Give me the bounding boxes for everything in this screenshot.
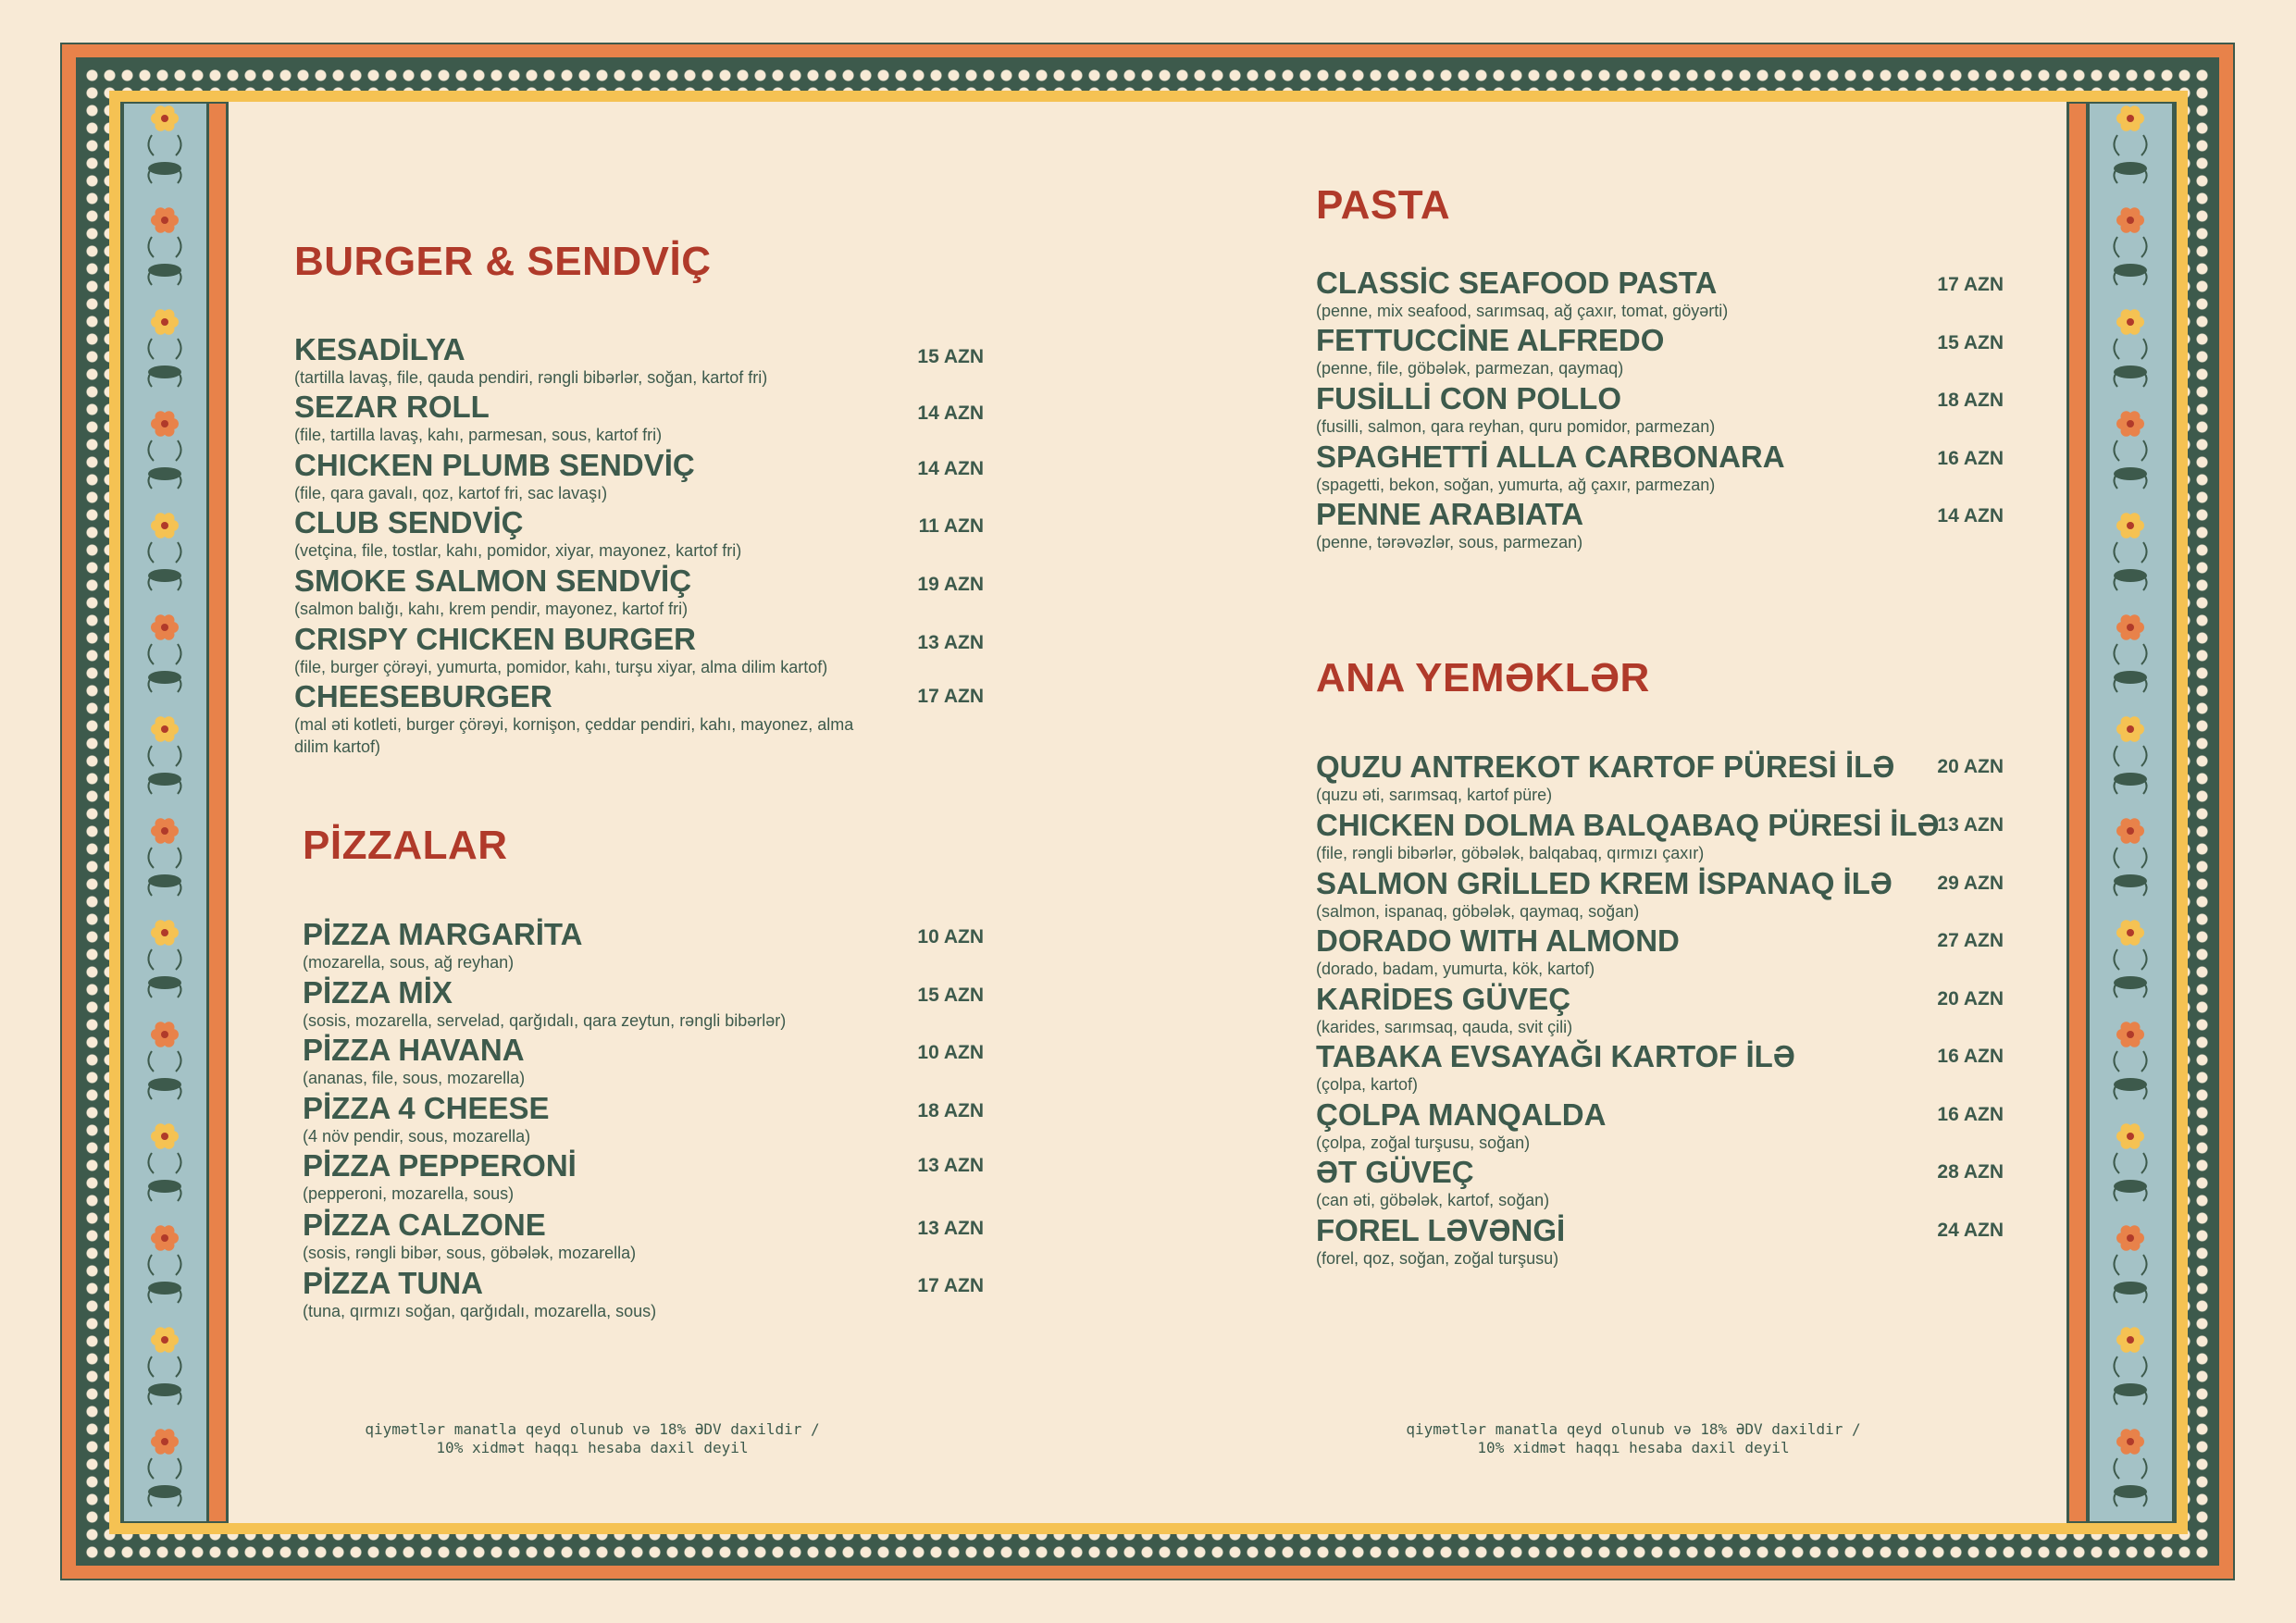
item-name: CHICKEN DOLMA BALQABAQ PÜRESİ İLƏ [1316, 808, 1940, 842]
menu-item [1316, 1156, 1549, 1211]
orange-band-left [209, 104, 226, 1521]
item-price: 14 AZN [917, 458, 984, 479]
item-price: 13 AZN [917, 1218, 984, 1239]
leaf-icon [148, 264, 181, 277]
item-desc: (sosis, mozarella, servelad, qarğıdalı, qara zeytun, rəngli bibərlər) [303, 1011, 787, 1030]
item-price: 15 AZN [917, 346, 984, 367]
leaf-icon [2114, 1282, 2147, 1295]
menu-item [303, 1092, 550, 1147]
vine-ornament [148, 1051, 180, 1099]
item-desc: (karides, sarımsaq, qauda, svit çili) [1316, 1018, 1573, 1036]
flower-icon [151, 105, 179, 131]
menu-item [303, 1267, 656, 1322]
vine-ornament [2114, 135, 2146, 183]
leaf-icon [2114, 773, 2147, 786]
floral-strip-right [2088, 104, 2174, 1521]
item-desc: (tartilla lavaş, file, qauda pendiri, rəngli bibərlər, soğan, kartof fri) [294, 368, 768, 387]
section-title-pasta: PASTA [1316, 182, 1451, 228]
section-title-pizza: PİZZALAR [303, 823, 508, 868]
item-desc: (can əti, göbələk, kartof, soğan) [1316, 1191, 1550, 1209]
item-price: 20 AZN [1937, 988, 2004, 1010]
price-note-right: qiymətlər manatla qeyd olunub və 18% ƏDV daxildir / 10% xidmət haqqı hesaba daxil deyil [1406, 1420, 1861, 1456]
item-name: FOREL LƏVƏNGİ [1316, 1213, 1566, 1247]
leaf-icon [2114, 162, 2147, 175]
item-price: 11 AZN [918, 515, 984, 537]
leaf-icon [148, 467, 181, 480]
leaf-icon [148, 874, 181, 887]
item-name: CLUB SENDVİÇ [294, 505, 524, 539]
flower-icon [2116, 1429, 2144, 1455]
item-name: TABAKA EVSAYAĞI KARTOF İLƏ [1316, 1039, 1795, 1073]
item-desc: (forel, qoz, soğan, zoğal turşusu) [1316, 1249, 1559, 1268]
item-price: 18 AZN [1937, 390, 2004, 411]
vine-ornament [148, 135, 180, 183]
menu-item [294, 449, 695, 504]
item-price: 13 AZN [1937, 814, 2004, 836]
menu-item [1316, 266, 1728, 322]
leaf-icon [2114, 467, 2147, 480]
item-desc: (file, burger çörəyi, yumurta, pomidor, kahı, turşu xiyar, alma dilim kartof) [294, 658, 828, 676]
flower-icon [2116, 1022, 2144, 1047]
item-name: CHICKEN PLUMB SENDVİÇ [294, 448, 695, 482]
flower-icon [2116, 614, 2144, 640]
menu-item [294, 564, 691, 620]
item-desc: (tuna, qırmızı soğan, qarğıdalı, mozarella, sous) [303, 1302, 657, 1320]
vine-ornament [148, 644, 180, 692]
leaf-icon [2114, 874, 2147, 887]
vine-ornament [148, 746, 180, 794]
item-price: 17 AZN [917, 686, 984, 707]
leaf-icon [148, 1383, 181, 1396]
leaf-icon [2114, 264, 2147, 277]
item-name: SMOKE SALMON SENDVİÇ [294, 564, 692, 598]
menu-item [1316, 750, 1894, 806]
leaf-icon [2114, 1180, 2147, 1193]
leaf-icon [2114, 671, 2147, 684]
leaf-icon [148, 162, 181, 175]
item-name: ÇOLPA MANQALDA [1316, 1097, 1607, 1132]
item-desc: (file, tartilla lavaş, kahı, parmesan, sous, kartof fri) [294, 426, 663, 444]
item-price: 13 AZN [917, 632, 984, 653]
item-desc: (pepperoni, mozarella, sous) [303, 1184, 515, 1203]
flower-icon [151, 411, 179, 437]
vine-ornament [2114, 440, 2146, 489]
item-name: SPAGHETTİ ALLA CARBONARA [1316, 440, 1785, 474]
menu-item [1316, 809, 1940, 864]
flower-icon [151, 1429, 179, 1455]
flower-icon [151, 207, 179, 233]
menu-item [1316, 924, 1680, 980]
item-desc: (çolpa, zoğal turşusu, soğan) [1316, 1134, 1531, 1152]
item-price: 20 AZN [1937, 756, 2004, 777]
item-name: PİZZA 4 CHEESE [303, 1091, 550, 1125]
item-desc: (fusilli, salmon, qara reyhan, quru pomidor, parmezan) [1316, 417, 1716, 436]
vine-ornament [2114, 848, 2146, 896]
flower-icon [151, 309, 179, 335]
flower-icon [151, 1225, 179, 1251]
item-desc: (penne, mix seafood, sarımsaq, ağ çaxır, tomat, göyərti) [1316, 302, 1729, 320]
item-desc: (çolpa, kartof) [1316, 1075, 1419, 1094]
menu-item [1316, 324, 1664, 379]
flower-icon [2116, 105, 2144, 131]
item-price: 19 AZN [917, 574, 984, 595]
item-name: KESADİLYA [294, 332, 465, 366]
price-note-left: qiymətlər manatla qeyd olunub və 18% ƏDV daxildir / 10% xidmət haqqı hesaba daxil deyil [365, 1420, 820, 1456]
vine-ornament [148, 1255, 180, 1303]
item-desc: (dorado, badam, yumurta, kök, kartof) [1316, 960, 1595, 978]
item-name: PİZZA PEPPERONİ [303, 1148, 577, 1183]
leaf-icon [148, 671, 181, 684]
vine-ornament [2114, 1458, 2146, 1506]
leaf-icon [2114, 1078, 2147, 1091]
flower-icon [151, 716, 179, 742]
item-desc: (sosis, rəngli bibər, sous, göbələk, mozarella) [303, 1244, 637, 1262]
vine-ornament [2114, 339, 2146, 387]
flower-icon [151, 614, 179, 640]
vine-ornament [148, 1357, 180, 1405]
vine-ornament [2114, 644, 2146, 692]
vine-ornament [2114, 1051, 2146, 1099]
item-price: 15 AZN [1937, 332, 2004, 353]
flower-icon [151, 1123, 179, 1149]
section-title-burger: BURGER & SENDVİÇ [294, 239, 712, 284]
leaf-icon [2114, 1485, 2147, 1498]
leaf-icon [2114, 976, 2147, 989]
vine-ornament [148, 848, 180, 896]
flower-icon [151, 1327, 179, 1353]
leaf-icon [148, 569, 181, 582]
flower-icon [151, 920, 179, 946]
item-price: 18 AZN [917, 1100, 984, 1121]
item-name: SALMON GRİLLED KREM İSPANAQ İLƏ [1316, 866, 1893, 900]
flower-icon [151, 1022, 179, 1047]
leaf-icon [148, 976, 181, 989]
menu-item [1316, 440, 1785, 496]
vine-ornament [148, 339, 180, 387]
item-desc: (file, qara gavalı, qoz, kartof fri, sac lavaşı) [294, 484, 608, 502]
vine-ornament [148, 949, 180, 997]
item-name: FUSİLLİ CON POLLO [1316, 381, 1621, 415]
orange-band-right [2069, 104, 2086, 1521]
vine-ornament [148, 1458, 180, 1506]
leaf-icon [148, 365, 181, 378]
item-price: 28 AZN [1937, 1161, 2004, 1183]
floral-strip-left [122, 104, 208, 1521]
vine-ornament [2114, 1357, 2146, 1405]
menu-item [1316, 1214, 1565, 1270]
menu-item [1316, 498, 1583, 553]
vine-ornament [148, 440, 180, 489]
item-desc: (salmon balığı, kahı, krem pendir, mayonez, kartof fri) [294, 600, 689, 618]
item-desc: (mal əti kotleti, burger çörəyi, kornişon, çeddar pendiri, kahı, mayonez, alma dilim kartof) [294, 715, 854, 756]
leaf-icon [148, 773, 181, 786]
leaf-icon [2114, 1383, 2147, 1396]
item-name: CLASSİC SEAFOOD PASTA [1316, 266, 1718, 300]
item-price: 14 AZN [1937, 505, 2004, 527]
leaf-icon [148, 1282, 181, 1295]
flower-icon [151, 818, 179, 844]
item-price: 24 AZN [1937, 1220, 2004, 1241]
flower-icon [2116, 1225, 2144, 1251]
flower-icon [151, 513, 179, 539]
item-name: PİZZA HAVANA [303, 1033, 525, 1067]
item-price: 15 AZN [917, 985, 984, 1006]
item-price: 10 AZN [917, 926, 984, 948]
item-price: 27 AZN [1937, 930, 2004, 951]
item-price: 16 AZN [1937, 1046, 2004, 1067]
item-name: PİZZA MARGARİTA [303, 917, 583, 951]
section-title-main: ANA YEMƏKLƏR [1316, 655, 1650, 700]
item-name: PENNE ARABIATA [1316, 497, 1584, 531]
item-desc: (mozarella, sous, ağ reyhan) [303, 953, 515, 972]
item-name: DORADO WITH ALMOND [1316, 923, 1680, 958]
item-desc: (4 növ pendir, sous, mozarella) [303, 1127, 531, 1146]
item-price: 16 AZN [1937, 448, 2004, 469]
menu-item [303, 918, 582, 973]
item-name: PİZZA CALZONE [303, 1208, 546, 1242]
item-name: FETTUCCİNE ALFREDO [1316, 323, 1665, 357]
leaf-icon [2114, 569, 2147, 582]
item-name: CHEESEBURGER [294, 679, 552, 713]
flower-icon [2116, 207, 2144, 233]
item-desc: (ananas, file, sous, mozarella) [303, 1069, 526, 1087]
item-price: 17 AZN [917, 1275, 984, 1296]
item-name: QUZU ANTREKOT KARTOF PÜRESİ İLƏ [1316, 750, 1895, 784]
item-name: ƏT GÜVEÇ [1316, 1155, 1474, 1189]
item-price: 29 AZN [1937, 873, 2004, 894]
floral-ornament-left [124, 104, 206, 1521]
item-desc: (salmon, ispanaq, göbələk, qaymaq, soğan) [1316, 902, 1640, 921]
menu-item [1316, 1098, 1606, 1154]
menu-item [1316, 983, 1572, 1038]
vine-ornament [148, 1153, 180, 1201]
menu-item [303, 1034, 525, 1089]
flower-icon [2116, 818, 2144, 844]
menu-item [1316, 1040, 1795, 1096]
leaf-icon [148, 1078, 181, 1091]
item-desc: (quzu əti, sarımsaq, kartof püre) [1316, 786, 1553, 804]
item-desc: (penne, file, göbələk, parmezan, qaymaq) [1316, 359, 1624, 378]
menu-item [303, 1149, 577, 1205]
item-desc: (file, rəngli bibərlər, göbələk, balqabaq, qırmızı çaxır) [1316, 844, 1705, 862]
leaf-icon [148, 1485, 181, 1498]
menu-item [294, 390, 662, 446]
vine-ornament [2114, 237, 2146, 285]
menu-item [303, 976, 786, 1032]
vine-ornament [2114, 542, 2146, 590]
menu-item [294, 623, 827, 678]
menu-item [294, 506, 741, 562]
vine-ornament [148, 237, 180, 285]
item-price: 14 AZN [917, 403, 984, 424]
item-desc: (penne, tərəvəzlər, sous, parmezan) [1316, 533, 1583, 551]
item-desc: (vetçina, file, tostlar, kahı, pomidor, xiyar, mayonez, kartof fri) [294, 541, 742, 560]
item-name: SEZAR ROLL [294, 390, 490, 424]
menu-item [294, 680, 887, 758]
menu-item [294, 333, 767, 389]
flower-icon [2116, 1123, 2144, 1149]
flower-icon [2116, 1327, 2144, 1353]
menu-item [303, 1208, 636, 1264]
flower-icon [2116, 716, 2144, 742]
floral-ornament-right [2090, 104, 2172, 1521]
leaf-icon [2114, 365, 2147, 378]
item-desc: (spagetti, bekon, soğan, yumurta, ağ çaxır, parmezan) [1316, 476, 1716, 494]
item-price: 13 AZN [917, 1155, 984, 1176]
flower-icon [2116, 513, 2144, 539]
vine-ornament [148, 542, 180, 590]
item-name: CRISPY CHICKEN BURGER [294, 622, 696, 656]
leaf-icon [148, 1180, 181, 1193]
vine-ornament [2114, 1255, 2146, 1303]
flower-icon [2116, 411, 2144, 437]
menu-item [1316, 382, 1715, 438]
item-name: KARİDES GÜVEÇ [1316, 982, 1571, 1016]
item-name: PİZZA MİX [303, 975, 453, 1010]
flower-icon [2116, 920, 2144, 946]
item-name: PİZZA TUNA [303, 1266, 483, 1300]
menu-item [1316, 867, 1893, 923]
vine-ornament [2114, 1153, 2146, 1201]
item-price: 17 AZN [1937, 274, 2004, 295]
vine-ornament [2114, 949, 2146, 997]
vine-ornament [2114, 746, 2146, 794]
item-price: 16 AZN [1937, 1104, 2004, 1125]
flower-icon [2116, 309, 2144, 335]
item-price: 10 AZN [917, 1042, 984, 1063]
